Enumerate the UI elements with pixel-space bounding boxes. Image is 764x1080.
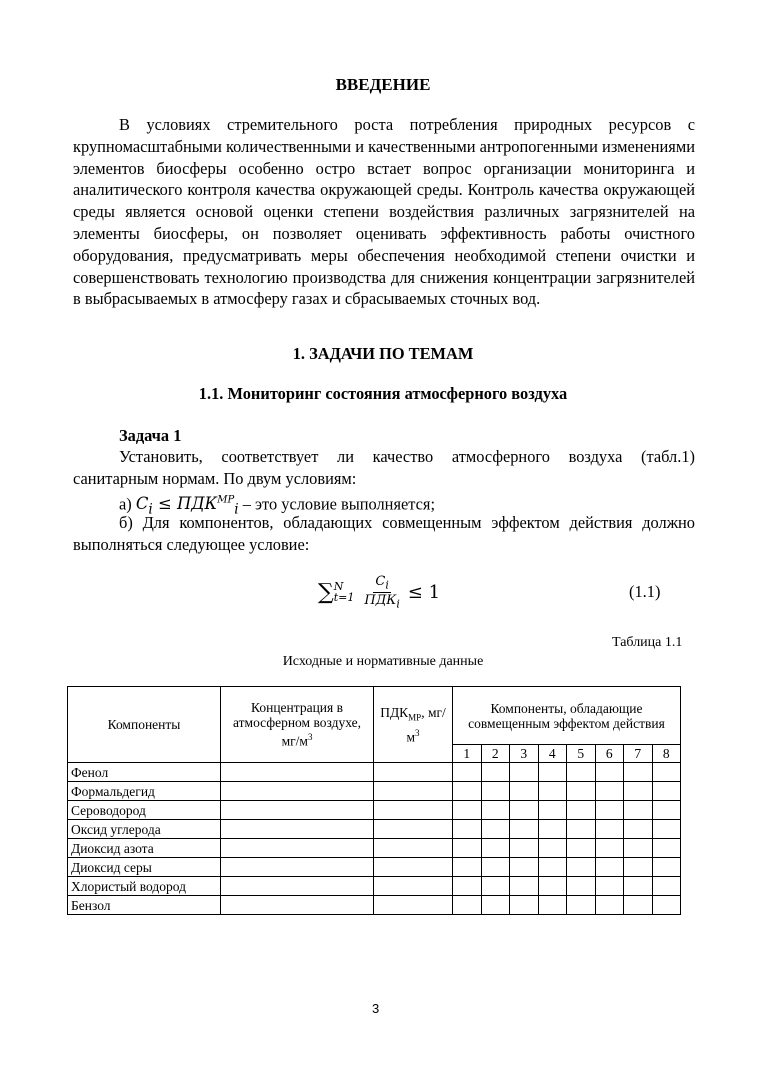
page-heading: ВВЕДЕНИЕ xyxy=(335,75,431,94)
table-cell xyxy=(374,763,453,782)
math-le: ≤ xyxy=(157,494,172,514)
table-cell xyxy=(481,782,510,801)
table-row xyxy=(68,896,681,915)
intro-paragraph: В условиях стремительного роста потребления природных ресурсов с крупномасштабными количественными и качественными антропогенными изменениями элементов биосферы особенно остро встает вопрос организации мониторинга и аналитического контроля качества окружающей среды. Контроль качества окружающей среды является основой оценки степени воздействия различных загрязнителей на элементы биосферы, он позволяет оценивать эффективность работы очистного оборудования, предусматривать меры обеспечения необходимой степени очистки и совершенствовать технологию производства для снижения концентрации загрязнителей в выбрасываемых в атмосферу газах и сбрасываемых сточных вод. xyxy=(73,115,695,309)
sum-limits xyxy=(334,581,355,603)
math-pdk: ПДК xyxy=(176,494,218,514)
table-cell xyxy=(510,896,539,915)
table-cell xyxy=(624,782,653,801)
table-cell xyxy=(221,801,374,820)
table-cell xyxy=(595,858,624,877)
table-cell xyxy=(374,858,453,877)
table-cell xyxy=(510,782,539,801)
table-cell xyxy=(624,839,653,858)
table-cell xyxy=(374,839,453,858)
subsection-title: 1.1. Мониторинг состояния атмосферного воздуха xyxy=(198,384,568,403)
header-concentration-text: Концентрация в атмосферном воздухе, мг/м xyxy=(233,700,361,749)
header-pdk-text: ПДК xyxy=(380,704,409,720)
table-cell xyxy=(624,763,653,782)
header-pdk-unit: , мг/м xyxy=(406,704,446,745)
table-row xyxy=(68,820,681,839)
table-cell xyxy=(652,763,681,782)
table-cell xyxy=(481,858,510,877)
header-pdk-sup: 3 xyxy=(415,727,420,738)
row-component-name: Формальдегид xyxy=(68,782,221,801)
table-cell xyxy=(595,801,624,820)
table-cell xyxy=(510,858,539,877)
table-cell xyxy=(538,896,567,915)
table-caption: Таблица 1.1 xyxy=(612,635,683,650)
condition-a-text: – это условие выполняется; xyxy=(242,494,435,514)
table-cell xyxy=(652,801,681,820)
denominator-pdk: ПДК xyxy=(364,592,397,608)
row-component-name: Диоксид азота xyxy=(68,839,221,858)
table-row xyxy=(68,801,681,820)
table-cell xyxy=(567,801,596,820)
table-cell xyxy=(624,877,653,896)
table-cell xyxy=(510,801,539,820)
table-cell xyxy=(481,763,510,782)
table-cell xyxy=(221,839,374,858)
table-cell xyxy=(595,877,624,896)
table-cell xyxy=(567,896,596,915)
table-cell xyxy=(538,782,567,801)
table-cell xyxy=(538,763,567,782)
math-sup-mr: МР xyxy=(217,495,235,506)
sum-lower: t=1 xyxy=(333,591,355,605)
table-cell xyxy=(595,820,624,839)
row-component-name: Фенол xyxy=(68,763,221,782)
table-row xyxy=(68,763,681,782)
table-cell xyxy=(567,763,596,782)
table-cell xyxy=(567,782,596,801)
math-sub-i: i xyxy=(148,501,153,518)
header-pdk-sub: МР xyxy=(408,712,422,723)
table-cell xyxy=(567,839,596,858)
table-cell xyxy=(221,877,374,896)
table-cell xyxy=(652,782,681,801)
math-sub-i2: i xyxy=(234,501,239,518)
table-cell xyxy=(481,801,510,820)
subheader-col: 7 xyxy=(624,745,653,763)
table-cell xyxy=(453,782,482,801)
table-cell xyxy=(453,763,482,782)
table-cell xyxy=(652,896,681,915)
table-cell xyxy=(481,877,510,896)
equation-number: (1.1) xyxy=(629,582,661,601)
task-title: Задача 1 xyxy=(119,426,182,445)
subheader-col: 5 xyxy=(567,745,596,763)
row-component-name: Бензол xyxy=(68,896,221,915)
table-cell xyxy=(624,820,653,839)
table-cell xyxy=(453,801,482,820)
table-cell xyxy=(374,801,453,820)
table-cell xyxy=(481,839,510,858)
header-components: Компоненты xyxy=(68,687,221,763)
denominator-sub: i xyxy=(396,597,400,611)
table-cell xyxy=(221,896,374,915)
numerator-sub: i xyxy=(385,578,389,592)
subheader-col: 8 xyxy=(652,745,681,763)
table-cell xyxy=(510,839,539,858)
table-cell xyxy=(510,763,539,782)
header-pdk xyxy=(374,687,453,763)
table-cell xyxy=(624,896,653,915)
equation-1-1 xyxy=(318,574,440,610)
row-component-name: Диоксид серы xyxy=(68,858,221,877)
condition-b: б) Для компонентов, обладающих совмещенным эффектом действия должно выполняться следующее условие: xyxy=(73,513,695,554)
table-cell xyxy=(221,820,374,839)
row-component-name: Хлористый водород xyxy=(68,877,221,896)
row-component-name: Оксид углерода xyxy=(68,820,221,839)
table-cell xyxy=(221,858,374,877)
table-cell xyxy=(221,782,374,801)
subheader-col: 3 xyxy=(510,745,539,763)
table-row xyxy=(68,782,681,801)
table-cell xyxy=(595,896,624,915)
table-cell xyxy=(538,858,567,877)
subheader-col: 1 xyxy=(453,745,482,763)
data-table xyxy=(67,686,681,915)
section-title: 1. ЗАДАЧИ ПО ТЕМАМ xyxy=(292,344,474,363)
sum-symbol: ∑ xyxy=(318,579,334,605)
table-cell xyxy=(481,896,510,915)
table-body xyxy=(68,763,681,915)
table-cell xyxy=(453,877,482,896)
sum-upper: N xyxy=(333,580,344,594)
table-cell xyxy=(538,877,567,896)
header-concentration xyxy=(221,687,374,763)
numerator-c: C xyxy=(375,574,386,589)
table-cell xyxy=(567,877,596,896)
subheader-col: 2 xyxy=(481,745,510,763)
table-cell xyxy=(374,820,453,839)
table-cell xyxy=(453,896,482,915)
table-cell xyxy=(481,820,510,839)
table-cell xyxy=(624,801,653,820)
table-cell xyxy=(595,782,624,801)
row-component-name: Сероводород xyxy=(68,801,221,820)
table-cell xyxy=(538,801,567,820)
header-combined: Компоненты, обладающие совмещенным эффектом действия xyxy=(453,687,681,745)
fraction-numerator xyxy=(373,574,390,593)
formula-rhs: ≤ 1 xyxy=(407,581,441,603)
table-cell xyxy=(652,858,681,877)
table-row xyxy=(68,839,681,858)
table-cell xyxy=(221,763,374,782)
subheader-col: 6 xyxy=(595,745,624,763)
table-title: Исходные и нормативные данные xyxy=(282,654,484,669)
table-cell xyxy=(652,839,681,858)
table-cell xyxy=(510,877,539,896)
table-cell xyxy=(538,839,567,858)
condition-a-math xyxy=(135,494,239,518)
table-cell xyxy=(538,820,567,839)
page-number: 3 xyxy=(372,1001,380,1016)
subheader-col: 4 xyxy=(538,745,567,763)
table-cell xyxy=(453,839,482,858)
table-cell xyxy=(374,877,453,896)
table-cell xyxy=(567,858,596,877)
header-concentration-sup: 3 xyxy=(307,732,313,743)
fraction xyxy=(362,574,401,610)
table-cell xyxy=(510,820,539,839)
condition-a-prefix: а) xyxy=(119,494,132,514)
table-cell xyxy=(624,858,653,877)
table-row xyxy=(68,877,681,896)
table-cell xyxy=(374,896,453,915)
table-cell xyxy=(374,782,453,801)
math-c: C xyxy=(135,494,149,514)
table-cell xyxy=(652,820,681,839)
fraction-denominator xyxy=(362,593,401,611)
table-cell xyxy=(652,877,681,896)
table-cell xyxy=(595,839,624,858)
table-cell xyxy=(453,858,482,877)
table-row xyxy=(68,858,681,877)
table-cell xyxy=(595,763,624,782)
table-cell xyxy=(453,820,482,839)
task-paragraph: Установить, соответствует ли качество атмосферного воздуха (табл.1) санитарным нормам. По двум условиям: xyxy=(73,447,695,488)
table-cell xyxy=(567,820,596,839)
